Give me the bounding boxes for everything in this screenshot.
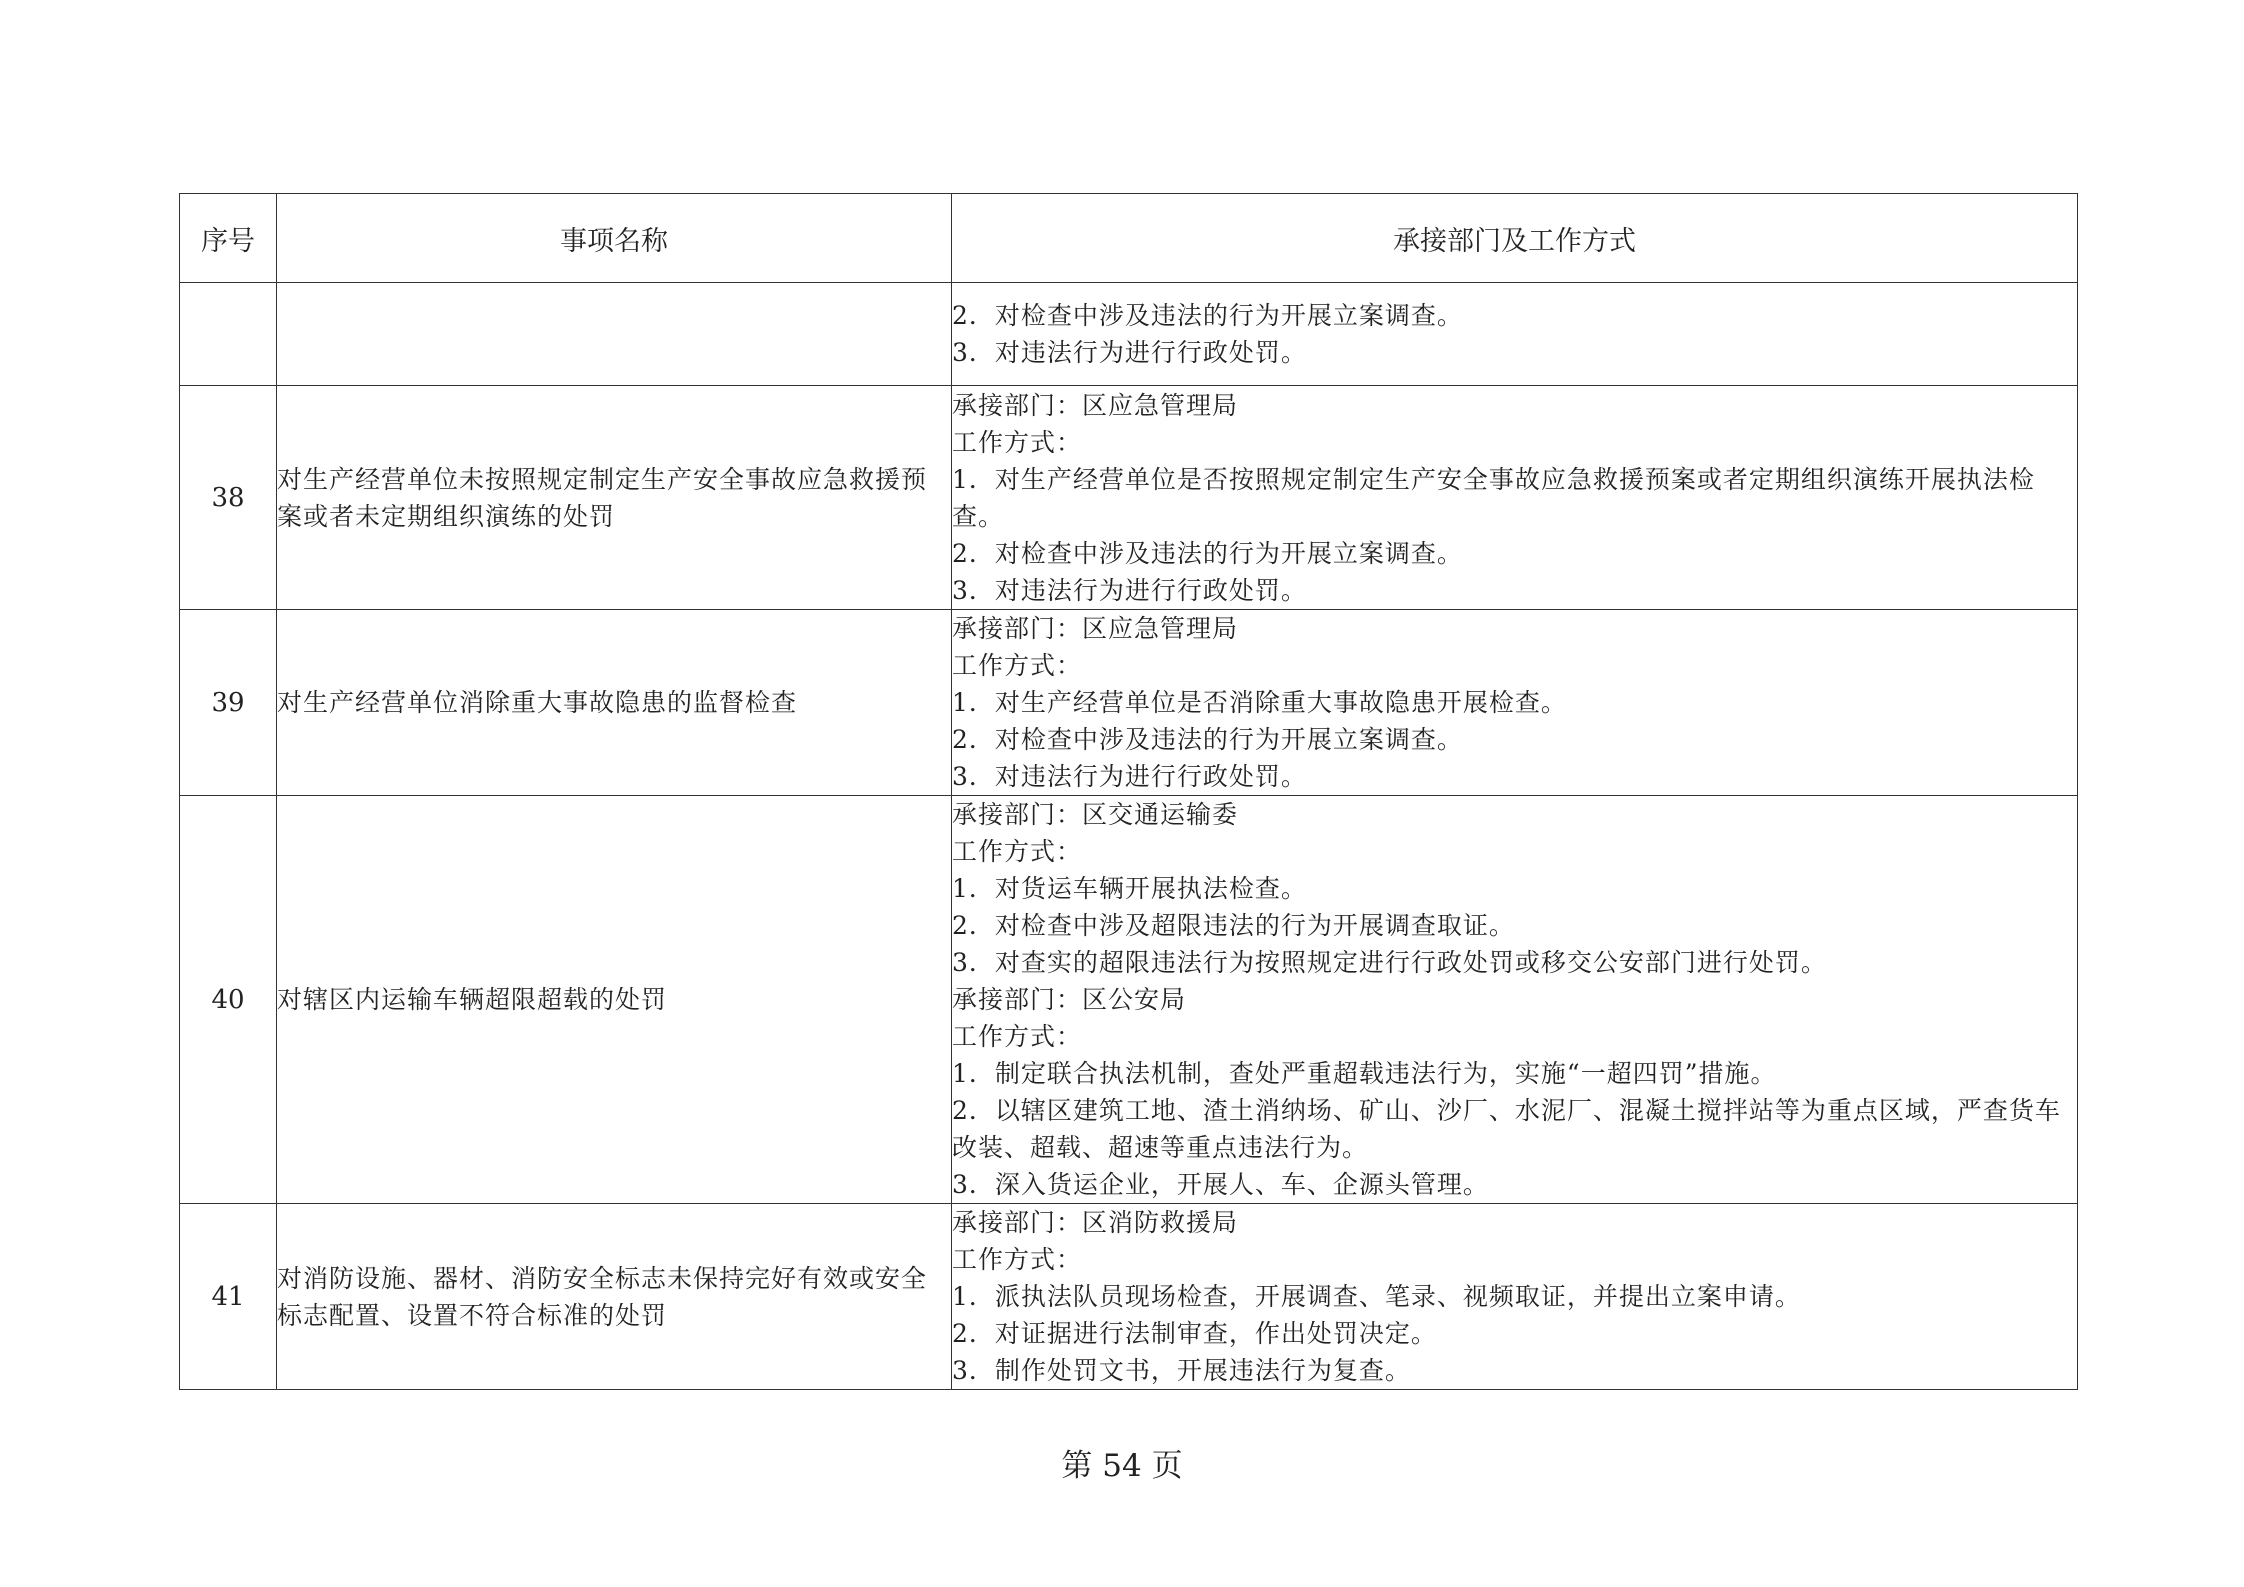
method-line: 3．对违法行为进行行政处罚。 (952, 575, 1307, 605)
item-name: 对消防设施、器材、消防安全标志未保持完好有效或安全标志配置、设置不符合标准的处罚 (277, 1204, 952, 1390)
row-number: 39 (180, 610, 277, 796)
method-line: 工作方式： (952, 837, 1083, 866)
method-line: 2．对检查中涉及违法的行为开展立案调查。 (952, 725, 1463, 754)
method-line: 3．对查实的超限违法行为按照规定进行行政处罚或移交公安部门进行处罚。 (952, 948, 1827, 977)
method-line: 1．制定联合执法机制，查处严重超载违法行为，实施“一超四罚”措施。 (952, 1059, 1777, 1088)
table-row (180, 1204, 2078, 1390)
page-number: 第 54 页 (1061, 1448, 1183, 1484)
method-line: 工作方式： (952, 1245, 1083, 1274)
table-header-row (180, 194, 2078, 283)
item-name (277, 283, 952, 386)
method-line: 3．对违法行为进行行政处罚。 (952, 338, 1307, 367)
method-line: 承接部门：区应急管理局 (952, 614, 1239, 643)
row-number: 41 (180, 1204, 277, 1390)
method-line: 承接部门：区应急管理局 (952, 390, 1239, 420)
header-num: 序号 (180, 194, 277, 283)
method-line: 2．对检查中涉及超限违法的行为开展调查取证。 (952, 911, 1515, 940)
table-row (180, 283, 2078, 386)
table-row (180, 796, 2078, 1204)
method-line: 1．派执法队员现场检查，开展调查、笔录、视频取证，并提出立案申请。 (952, 1282, 1801, 1311)
items-table (179, 193, 2078, 1390)
method-line: 2．以辖区建筑工地、渣土消纳场、矿山、沙厂、水泥厂、混凝土搅拌站等为重点区域，严查货车改装、超载、超速等重点违法行为。 (952, 1096, 2061, 1162)
table-row (180, 610, 2078, 796)
item-method (952, 796, 2078, 1204)
method-line: 3．制作处罚文书，开展违法行为复查。 (952, 1356, 1411, 1385)
item-method (952, 1204, 2078, 1390)
row-number (180, 283, 277, 386)
table-row (180, 386, 2078, 610)
item-name: 对辖区内运输车辆超限超载的处罚 (277, 796, 952, 1204)
item-method (952, 610, 2078, 796)
method-line: 3．对违法行为进行行政处罚。 (952, 762, 1307, 791)
row-number: 40 (180, 796, 277, 1204)
method-line: 承接部门：区交通运输委 (952, 800, 1239, 829)
method-line: 工作方式： (952, 1022, 1083, 1051)
method-line: 3．深入货运企业，开展人、车、企源头管理。 (952, 1170, 1489, 1199)
item-method (952, 283, 2078, 386)
header-name: 事项名称 (277, 194, 952, 283)
item-name: 对生产经营单位未按照规定制定生产安全事故应急救援预案或者未定期组织演练的处罚 (277, 386, 952, 610)
method-line: 承接部门：区公安局 (952, 985, 1187, 1014)
method-line: 承接部门：区消防救援局 (952, 1208, 1239, 1237)
method-line: 工作方式： (952, 427, 1083, 457)
row-number: 38 (180, 386, 277, 610)
header-method: 承接部门及工作方式 (952, 194, 2078, 283)
method-line: 2．对证据进行法制审查，作出处罚决定。 (952, 1319, 1437, 1348)
method-line: 1．对生产经营单位是否消除重大事故隐患开展检查。 (952, 688, 1567, 717)
method-line: 工作方式： (952, 651, 1083, 680)
item-name: 对生产经营单位消除重大事故隐患的监督检查 (277, 610, 952, 796)
method-line: 1．对生产经营单位是否按照规定制定生产安全事故应急救援预案或者定期组织演练开展执法检查。 (952, 464, 2035, 531)
method-line: 2．对检查中涉及违法的行为开展立案调查。 (952, 301, 1463, 330)
item-method (952, 386, 2078, 610)
method-line: 1．对货运车辆开展执法检查。 (952, 874, 1307, 903)
method-line: 2．对检查中涉及违法的行为开展立案调查。 (952, 538, 1463, 568)
